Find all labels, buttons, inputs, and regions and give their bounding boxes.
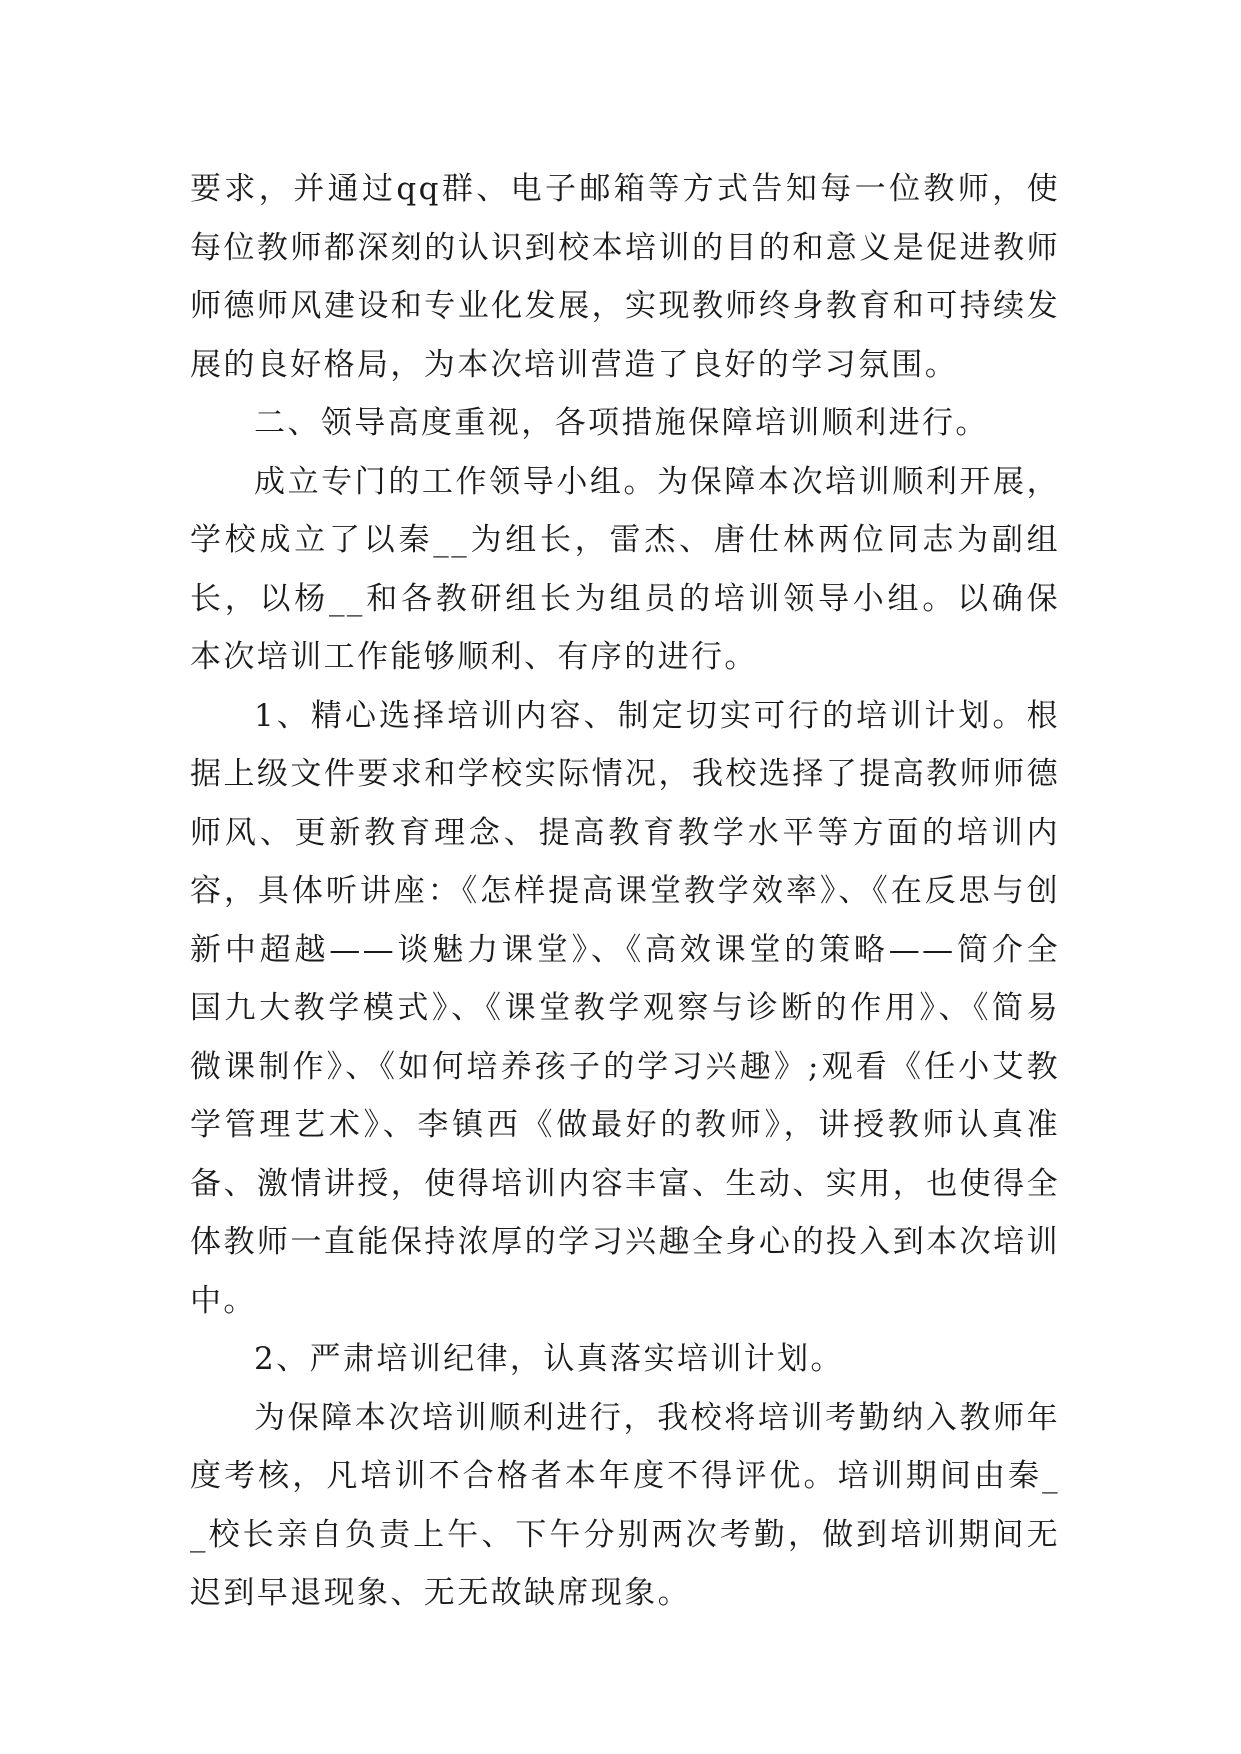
document-body — [190, 160, 1060, 1623]
paragraph-attendance: 为保障本次培训顺利进行，我校将培训考勤纳入教师年度考核，凡培训不合格者本年度不得评优。培训期间由秦__校长亲自负责上午、下午分别两次考勤，做到培训期间无迟到早退现象、无无故缺席现象。 — [190, 1399, 1060, 1611]
section-heading-leadership: 二、领导高度重视，各项措施保障培训顺利进行。 — [254, 405, 989, 441]
paragraph-training-content: 1、精心选择培训内容、制定切实可行的培训计划。根据上级文件要求和学校实际情况，我校选择了提高教师师德师风、更新教育理念、提高教育教学水平等方面的培训内容，具体听讲座：《怎样提高课堂教学效率》、《在反思与创新中超越——谈魅力课堂》、《高效课堂的策略——简介全国九大教学模式》、《课堂教学观察与诊断的作用》、《简易微课制作》、《如何培养孩子的学习兴趣》;观看《任小艾教学管理艺术》、李镇西《做最好的教师》，讲授教师认真准备、激情讲授，使得培训内容丰富、生动、实用，也使得全体教师一直能保持浓厚的学习兴趣全身心的投入到本次培训中。 — [190, 697, 1060, 1319]
paragraph-leading-group: 成立专门的工作领导小组。为保障本次培训顺利开展，学校成立了以秦__为组长，雷杰、唐仕林两位同志为副组长，以杨__和各教研组长为组员的培训领导小组。以确保本次培训工作能够顺利、有序的进行。 — [190, 463, 1060, 675]
paragraph-continuation: 要求，并通过qq群、电子邮箱等方式告知每一位教师，使每位教师都深刻的认识到校本培训的目的和意义是促进教师师德师风建设和专业化发展，实现教师终身教育和可持续发展的良好格局，为本次培训营造了良好的学习氛围。 — [190, 171, 1060, 383]
subheading-discipline: 2、严肃培训纪律，认真落实培训计划。 — [254, 1341, 844, 1377]
